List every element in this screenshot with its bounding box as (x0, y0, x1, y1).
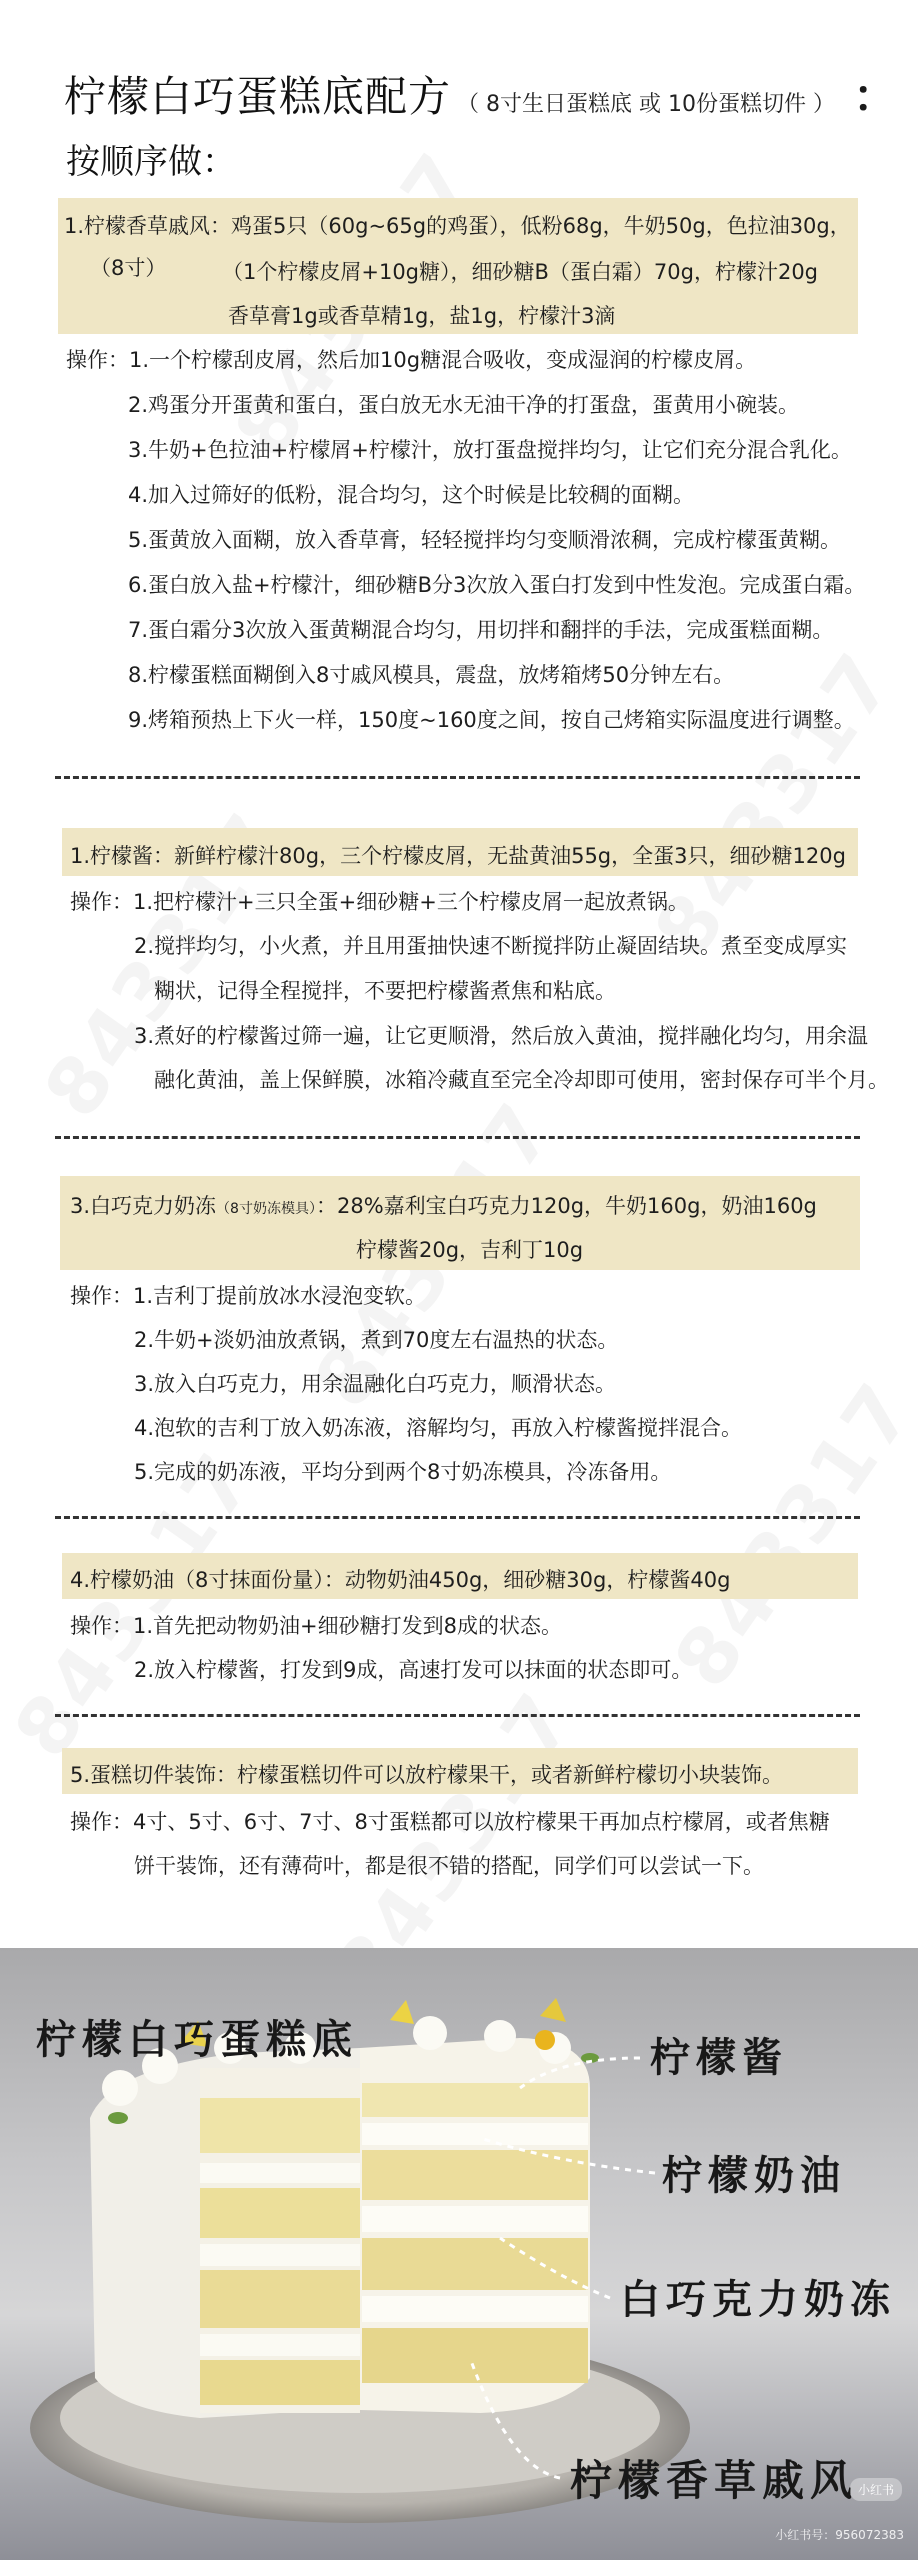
label-white-choc-mousse: 白巧克力奶冻 (620, 2276, 896, 2323)
section2-step: 操作：1.把柠檬汁+三只全蛋+细砂糖+三个柠檬皮屑一起放煮锅。 (70, 890, 689, 914)
divider (55, 776, 860, 779)
divider (55, 1516, 860, 1519)
section2-step: 糊状，记得全程搅拌，不要把柠檬酱煮焦和粘底。 (154, 979, 616, 1003)
section1-step: 3.牛奶+色拉油+柠檬屑+柠檬汁，放打蛋盘搅拌均匀，让它们充分混合乳化。 (128, 438, 852, 462)
cake-photo (0, 1948, 918, 2560)
section1-step: 8.柠檬蛋糕面糊倒入8寸戚风模具，震盘，放烤箱烤50分钟左右。 (128, 663, 735, 687)
section3-head-line2: 柠檬酱20g，吉利丁10g (356, 1238, 584, 1262)
section2-step: 3.煮好的柠檬酱过筛一遍，让它更顺滑，然后放入黄油，搅拌融化均匀，用余温 (134, 1024, 869, 1048)
divider (55, 1714, 860, 1717)
label-lemon-curd: 柠檬酱 (650, 2034, 788, 2081)
section1-step: 5.蛋黄放入面糊，放入香草膏，轻轻搅拌均匀变顺滑浓稠，完成柠檬蛋黄糊。 (128, 528, 842, 552)
section2-step: 2.搅拌均匀，小火煮，并且用蛋抽快速不断搅拌防止凝固结块。煮至变成厚实 (134, 934, 848, 958)
section3-step: 5.完成的奶冻液，平均分到两个8寸奶冻模具，冷冻备用。 (134, 1460, 672, 1484)
section1-head-line: 1.柠檬香草戚风：鸡蛋5只（60g~65g的鸡蛋），低粉68g，牛奶50g，色拉油30g， (64, 214, 851, 238)
section4-step: 2.放入柠檬酱，打发到9成，高速打发可以抹面的状态即可。 (134, 1658, 693, 1682)
section3-step: 操作：1.吉利丁提前放冰水浸泡变软。 (70, 1284, 427, 1308)
photo-title: 柠檬白巧蛋糕底 (36, 2016, 358, 2063)
section1-step: 7.蛋白霜分3次放入蛋黄糊混合均匀，用切拌和翻拌的手法，完成蛋糕面糊。 (128, 618, 834, 642)
page-title (64, 60, 897, 124)
xiaohongshu-badge: 小红书 (850, 2478, 902, 2501)
label-lemon-chiffon: 柠檬香草戚风 (570, 2456, 859, 2505)
section5-step: 操作：4寸、5寸、6寸、7寸、8寸蛋糕都可以放柠檬果干再加点柠檬屑，或者焦糖 (70, 1810, 830, 1834)
section4-step: 操作：1.首先把动物奶油+细砂糖打发到8成的状态。 (70, 1614, 562, 1638)
section1-head-line: （8寸） (90, 256, 167, 280)
footer-id: 小红书号：956072383 (775, 2528, 904, 2542)
page-subtitle: 按顺序做： (66, 142, 236, 182)
section2-head: 1.柠檬酱：新鲜柠檬汁80g，三个柠檬皮屑，无盐黄油55g，全蛋3只，细砂糖120g (70, 844, 846, 868)
section3-step: 3.放入白巧克力，用余温融化白巧克力，顺滑状态。 (134, 1372, 617, 1396)
section5-head: 5.蛋糕切件装饰：柠檬蛋糕切件可以放柠檬果干，或者新鲜柠檬切小块装饰。 (70, 1763, 784, 1787)
divider (55, 1136, 860, 1139)
section1-step: 9.烤箱预热上下火一样，150度~160度之间，按自己烤箱实际温度进行调整。 (128, 708, 855, 732)
section1-head-line: 香草膏1g或香草精1g，盐1g，柠檬汁3滴 (228, 304, 616, 328)
section4-head: 4.柠檬奶油（8寸抹面份量）：动物奶油450g，细砂糖30g，柠檬酱40g (70, 1568, 731, 1592)
title-colon: ： (852, 71, 897, 122)
section2-step: 融化黄油，盖上保鲜膜，冰箱冷藏直至完全冷却即可使用，密封保存可半个月。 (154, 1068, 889, 1092)
section1-step: 6.蛋白放入盐+柠檬汁，细砂糖B分3次放入蛋白打发到中性发泡。完成蛋白霜。 (128, 573, 866, 597)
section3-step: 2.牛奶+淡奶油放煮锅，煮到70度左右温热的状态。 (134, 1328, 619, 1352)
section1-step: 2.鸡蛋分开蛋黄和蛋白，蛋白放无水无油干净的打蛋盘，蛋黄用小碗装。 (128, 393, 800, 417)
section3-head (70, 1190, 817, 1220)
section3-step: 4.泡软的吉利丁放入奶冻液，溶解均匀，再放入柠檬酱搅拌混合。 (134, 1416, 743, 1440)
section3-head-note: （8寸奶冻模具） (216, 1201, 316, 1217)
watermark (0, 1436, 272, 1774)
section3-head-ingredients: ：28%嘉利宝白巧克力120g，牛奶160g，奶油160g (315, 1194, 817, 1218)
section5-step: 饼干装饰，还有薄荷叶，都是很不错的搭配，同学们可以尝试一下。 (134, 1854, 764, 1878)
section1-step: 4.加入过筛好的低粉，混合均匀，这个时候是比较稠的面糊。 (128, 483, 695, 507)
title-main: 柠檬白巧蛋糕底配方 (64, 72, 452, 121)
section1-head-line: （1个柠檬皮屑+10g糖），细砂糖B（蛋白霜）70g，柠檬汁20g (222, 260, 819, 284)
section1-step: 操作：1.一个柠檬刮皮屑，然后加10g糖混合吸收，变成湿润的柠檬皮屑。 (66, 348, 757, 372)
title-subtitle: （ 8寸生日蛋糕底 或 10份蛋糕切件 ） (457, 92, 835, 117)
section3-head-title: 3.白巧克力奶冻 (70, 1194, 217, 1218)
label-lemon-cream: 柠檬奶油 (662, 2152, 846, 2199)
